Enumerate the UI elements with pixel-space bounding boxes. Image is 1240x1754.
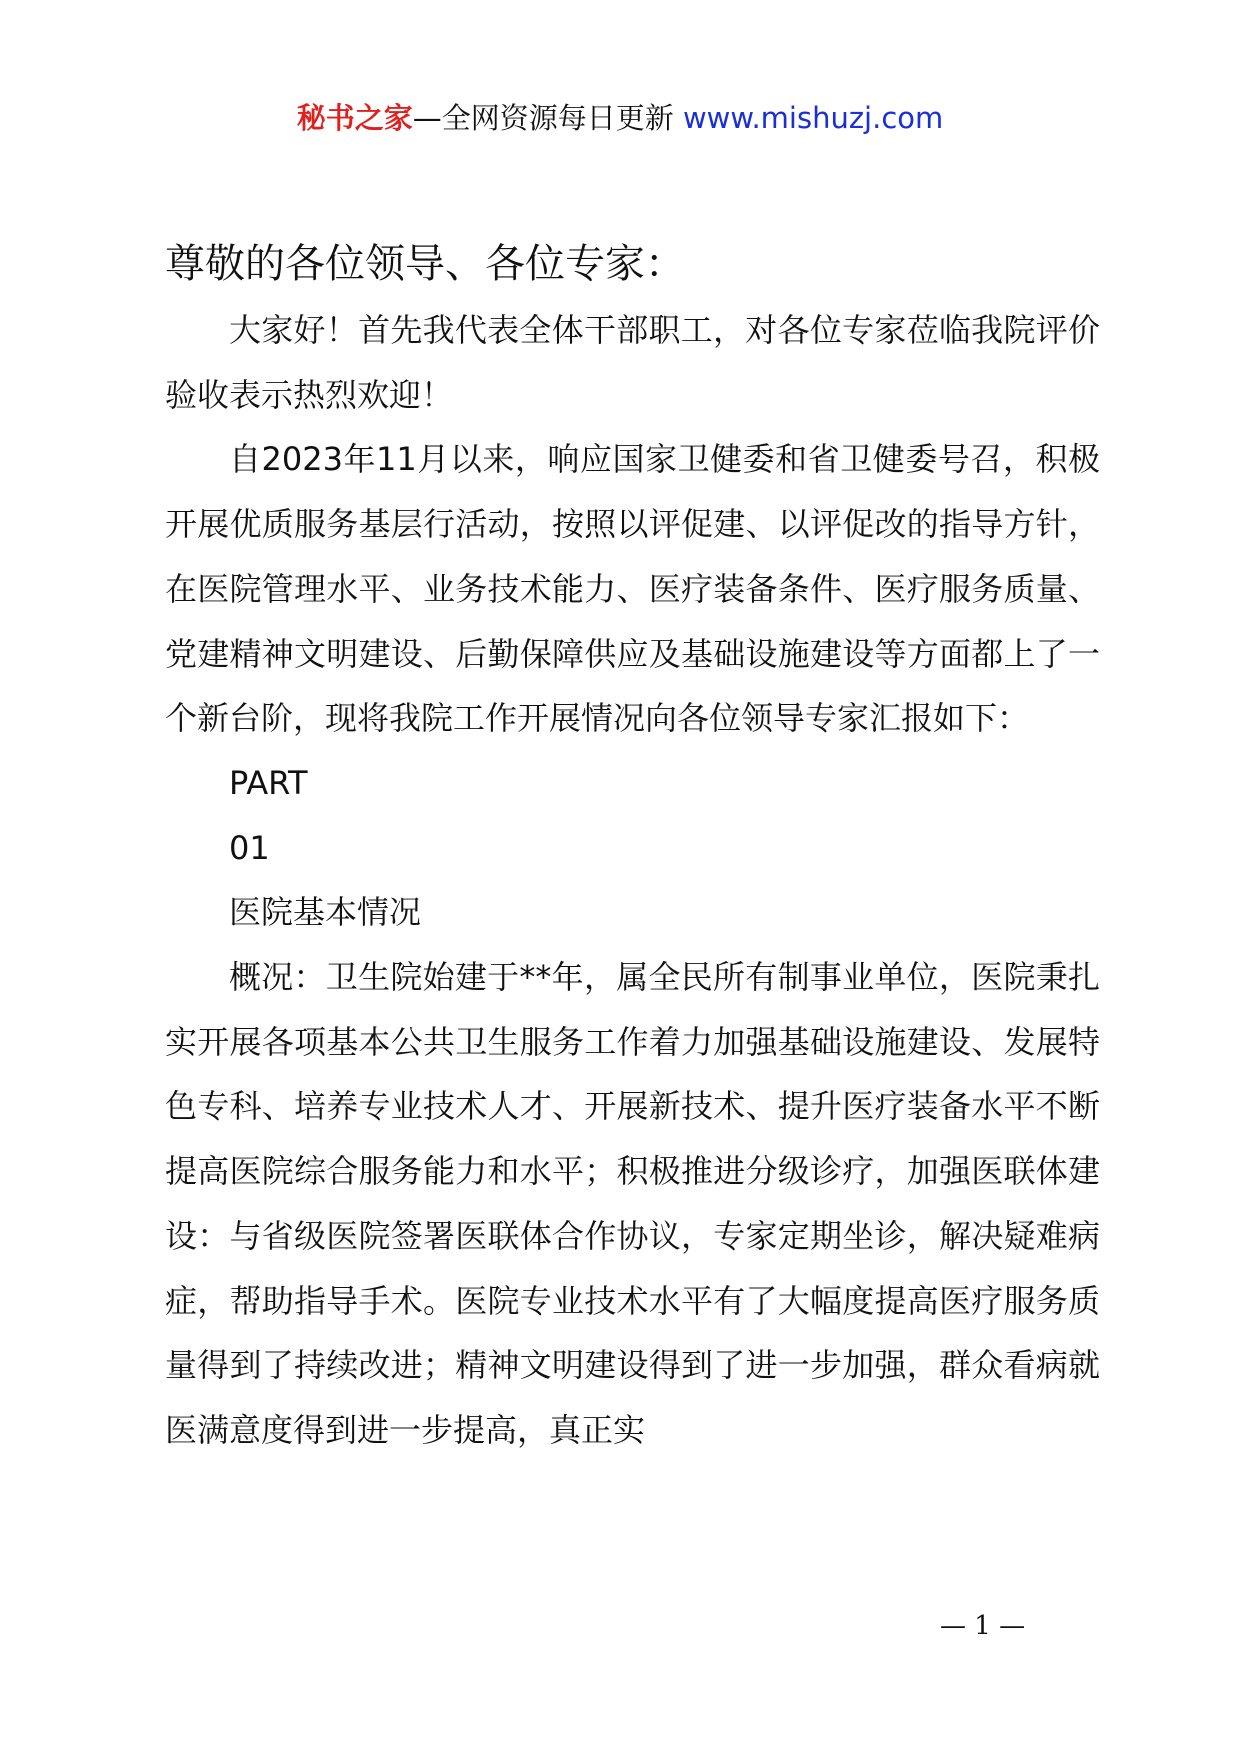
overview-paragraph: 概况：卫生院始建于**年，属全民所有制事业单位，医院秉扎实开展各项基本公共卫生服务工作着力加强基础设施建设、发展特色专科、培养专业技术人才、开展新技术、提升医疗装备水平不断提高医院综合服务能力和水平；积极推进分级诊疗，加强医联体建设：与省级医院签署医联体合作协议，专家定期坐诊，解决疑难病症，帮助指导手术。医院专业技术水平有了大幅度提高医疗服务质量得到了持续改进；精神文明建设得到了进一步加强，群众看病就医满意度得到进一步提高，真正实 — [165, 958, 1100, 1449]
header-slogan: —全网资源每日更新 — [412, 101, 683, 135]
page-number: — 1 — — [940, 1611, 1026, 1641]
section-heading: 医院基本情况 — [229, 893, 422, 932]
salutation-heading: 尊敬的各位领导、各位专家： — [165, 241, 685, 287]
part-number: 01 — [229, 828, 270, 867]
site-url-link[interactable]: www.mishuzj.com — [682, 101, 944, 135]
intro-paragraph: 自2023年11月以来，响应国家卫健委和省卫健委号召，积极开展优质服务基层行活动，按照以评促建、以评促改的指导方针，在医院管理水平、业务技术能力、医疗装备条件、医疗服务质量、党建精神文明建设、后勤保障供应及基础设施建设等方面都上了一个新台阶，现将我院工作开展情况向各位领导专家汇报如下： — [165, 440, 1100, 738]
brand-name: 秘书之家 — [296, 101, 413, 135]
site-header — [0, 98, 1240, 138]
greeting-paragraph: 大家好！首先我代表全体干部职工，对各位专家莅临我院评价验收表示热烈欢迎！ — [165, 311, 1100, 414]
document-body — [165, 236, 1100, 1463]
part-label: PART — [229, 763, 308, 802]
